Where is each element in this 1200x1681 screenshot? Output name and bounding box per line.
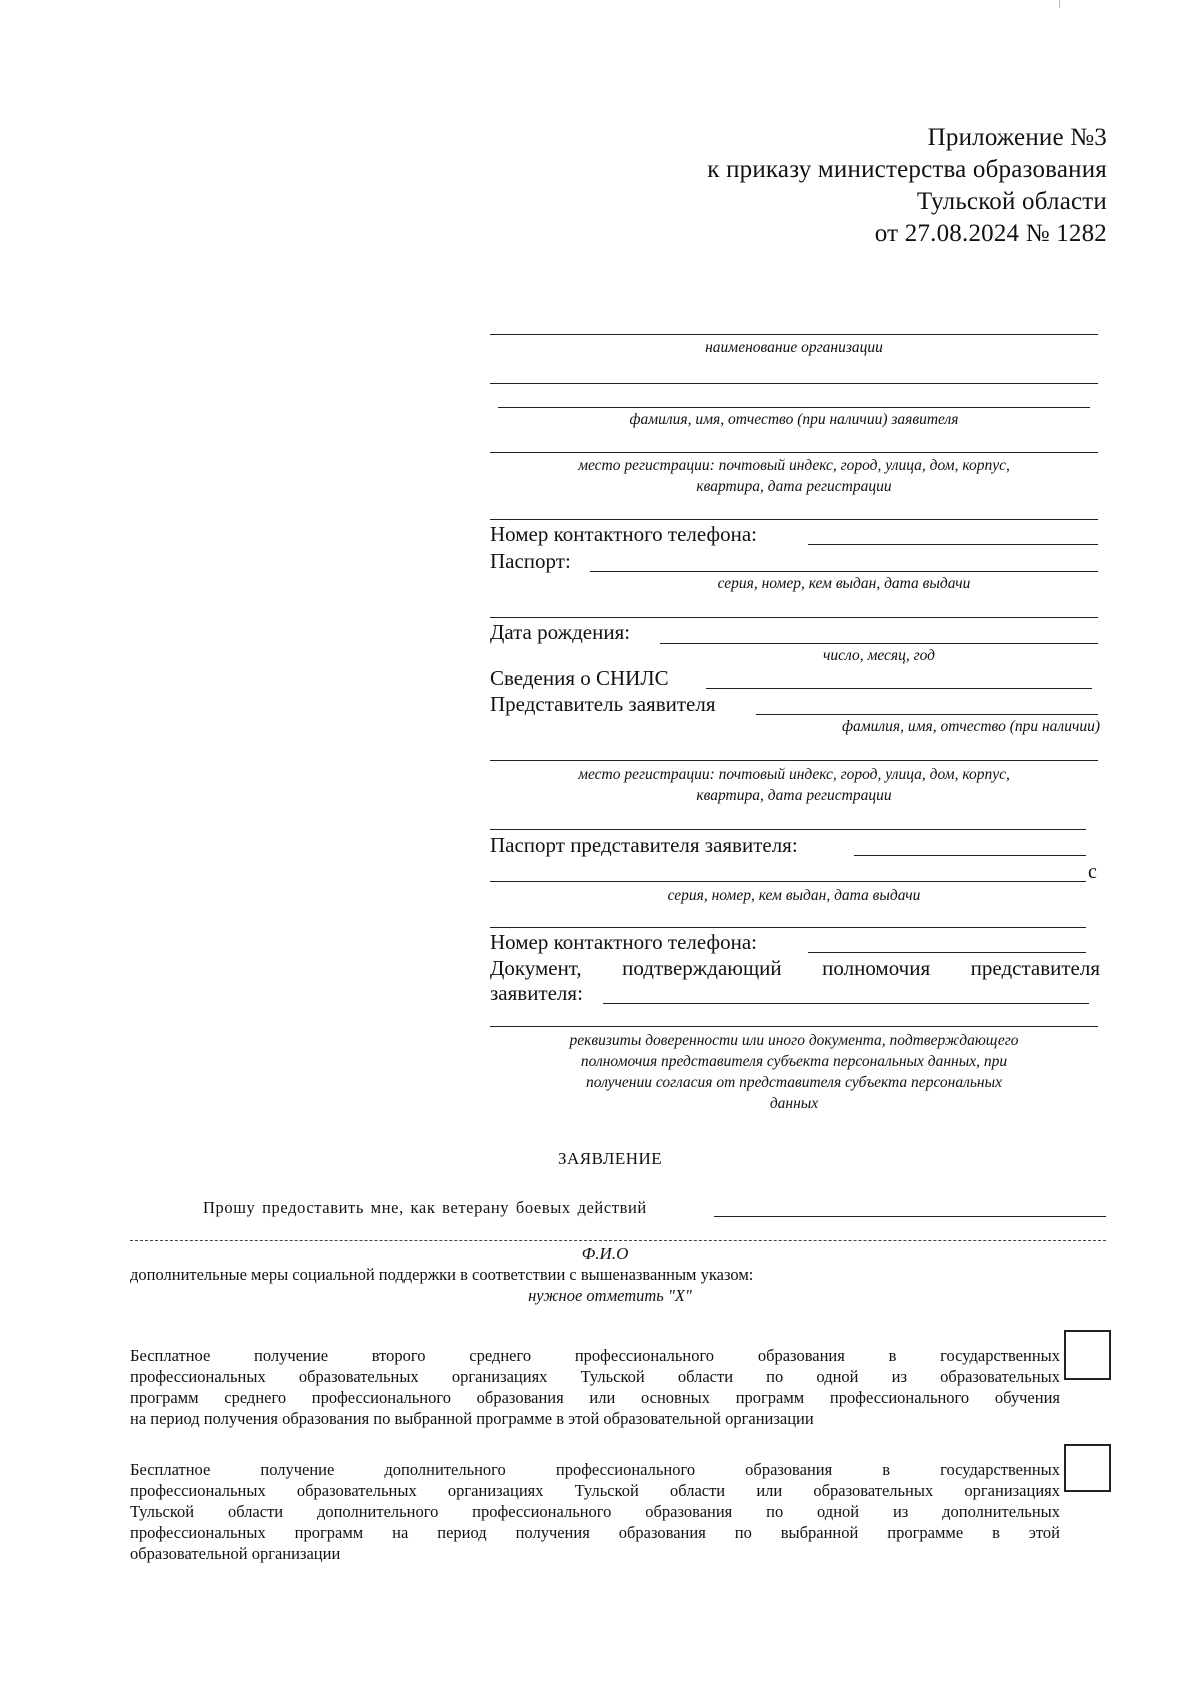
passport-label: Паспорт: — [490, 549, 571, 573]
veteran-fio-field-2[interactable] — [130, 1240, 1106, 1241]
representative-phone-field[interactable] — [808, 952, 1086, 953]
option-2-checkbox[interactable] — [1064, 1444, 1111, 1492]
phone-label: Номер контактного телефона: — [490, 522, 757, 546]
applicant-registration-caption-1: место регистрации: почтовый индекс, город, улица, дом, корпус, — [578, 457, 1010, 474]
representative-phone-label: Номер контактного телефона: — [490, 930, 757, 954]
birth-date-label: Дата рождения: — [490, 620, 631, 644]
header-order-date: от 27.08.2024 № 1282 — [874, 220, 1107, 247]
authority-document-label-2: заявителя: — [490, 981, 583, 1005]
authority-document-word-1: Документ, — [490, 956, 582, 980]
option-1-line-2: профессиональных образовательных организациях Тульской области по одной из образовательных — [130, 1367, 1060, 1386]
option-1-text — [130, 1345, 1060, 1429]
authority-document-caption-1: реквизиты доверенности или иного документа, подтверждающего — [569, 1032, 1019, 1049]
document-header — [707, 122, 1107, 250]
representative-fio-caption: фамилия, имя, отчество (при наличии) — [842, 718, 1100, 735]
option-1-line-4: на период получения образования по выбранной программе в этой образовательной организации — [130, 1409, 814, 1428]
passport-caption: серия, номер, кем выдан, дата выдачи — [717, 575, 971, 592]
org-name-caption: наименование организации — [705, 339, 883, 356]
representative-passport-field-3[interactable] — [490, 927, 1086, 928]
applicant-registration-field-2[interactable] — [490, 519, 1098, 520]
authority-document-caption-3: получении согласия от представителя субъекта персональных — [585, 1074, 1003, 1091]
option-2-text — [130, 1459, 1060, 1564]
option-2-line-3: Тульской области дополнительного профессионального образования по одной из дополнительных — [130, 1502, 1060, 1521]
org-name-field[interactable] — [490, 334, 1098, 335]
applicant-fio-field-1[interactable] — [490, 383, 1098, 384]
header-region: Тульской области — [916, 188, 1107, 215]
authority-document-caption-2: полномочия представителя субъекта персональных данных, при — [580, 1053, 1008, 1070]
representative-passport-field-2[interactable] — [490, 881, 1086, 882]
option-1-line-3: программ среднего профессионального образования или основных программ профессионального обучения — [130, 1388, 1060, 1407]
snils-label: Сведения о СНИЛС — [490, 666, 669, 690]
representative-passport-label: Паспорт представителя заявителя: — [490, 833, 798, 857]
header-order-ref: к приказу министерства образования — [707, 156, 1107, 183]
scan-edge-mark — [1059, 0, 1060, 8]
option-2-line-1: Бесплатное получение дополнительного профессионального образования в государственных — [130, 1460, 1060, 1479]
applicant-fio-caption: фамилия, имя, отчество (при наличии) заявителя — [629, 411, 959, 428]
measures-text: дополнительные меры социальной поддержки в соответствии с вышеназванным указом: — [130, 1265, 754, 1284]
statement-title: ЗАЯВЛЕНИЕ — [558, 1149, 663, 1168]
authority-document-caption-4: данных — [769, 1095, 819, 1112]
authority-document-label-1 — [490, 955, 1100, 981]
option-1-checkbox[interactable] — [1064, 1330, 1111, 1380]
snils-field[interactable] — [706, 688, 1092, 689]
representative-registration-caption-1: место регистрации: почтовый индекс, город, улица, дом, корпус, — [578, 766, 1010, 783]
birth-date-field[interactable] — [660, 643, 1098, 644]
applicant-fio-field-2[interactable] — [498, 407, 1090, 408]
representative-registration-caption-2: квартира, дата регистрации — [696, 787, 892, 804]
representative-fio-field-2[interactable] — [490, 760, 1098, 761]
mark-hint: нужное отметить "X" — [528, 1286, 692, 1305]
option-2-line-4: профессиональных программ на период получения образования по выбранной программе в этой — [130, 1523, 1060, 1542]
representative-registration-field[interactable] — [490, 829, 1086, 830]
authority-document-word-4: представителя — [970, 956, 1100, 980]
authority-document-word-3: полномочия — [822, 956, 931, 980]
authority-document-word-2: подтверждающий — [622, 956, 782, 980]
applicant-registration-caption-2: квартира, дата регистрации — [696, 478, 892, 495]
representative-passport-c-mark: с — [1088, 861, 1097, 883]
applicant-registration-field[interactable] — [490, 452, 1098, 453]
phone-field[interactable] — [808, 544, 1098, 545]
authority-document-field-2[interactable] — [490, 1026, 1098, 1027]
veteran-fio-caption: Ф.И.О — [581, 1244, 629, 1263]
option-1-line-1: Бесплатное получение второго среднего профессионального образования в государственных — [130, 1346, 1060, 1365]
representative-passport-caption: серия, номер, кем выдан, дата выдачи — [667, 887, 921, 904]
veteran-fio-field[interactable] — [714, 1216, 1106, 1217]
statement-request-text: Прошу предоставить мне, как ветерану боевых действий — [203, 1198, 647, 1217]
passport-field-2[interactable] — [490, 617, 1098, 618]
authority-document-field[interactable] — [603, 1003, 1089, 1004]
header-appendix: Приложение №3 — [927, 124, 1107, 151]
option-2-line-2: профессиональных образовательных организациях Тульской области или образовательных организациях — [130, 1481, 1060, 1500]
option-2-line-5: образовательной организации — [130, 1544, 341, 1563]
passport-field[interactable] — [590, 571, 1098, 572]
representative-passport-field[interactable] — [854, 855, 1086, 856]
representative-label: Представитель заявителя — [490, 692, 716, 716]
representative-fio-field[interactable] — [756, 714, 1098, 715]
birth-date-caption: число, месяц, год — [822, 647, 936, 664]
